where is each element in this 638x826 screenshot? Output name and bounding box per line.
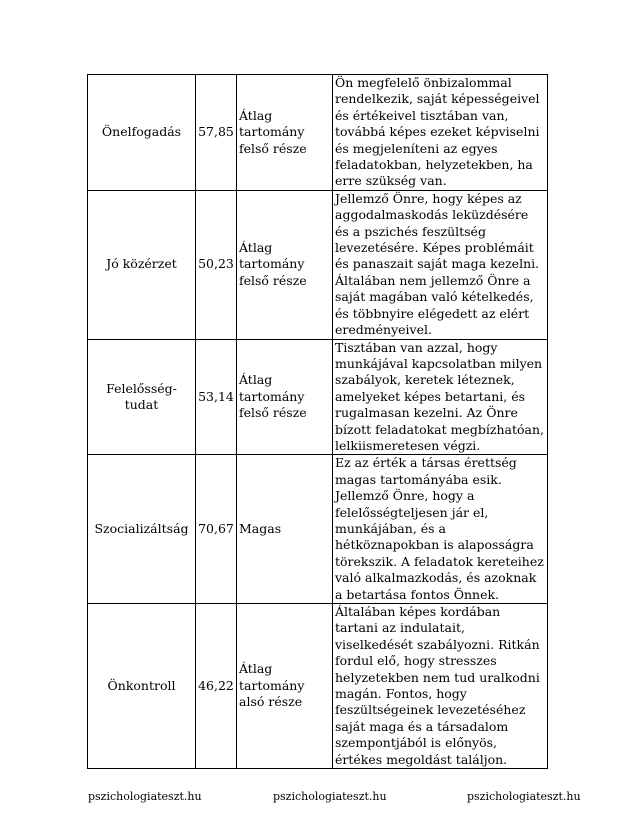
scale-description: Általában képes kordában tartani az indulatait, viselkedését szabályozni. Ritkán fordul elő, hogy stresszes helyzetekben nem tud uralkodni magán. Fontos, hogy feszültségeinek levezetéséhez saját maga és a társadalom szempontjából is előnyös, értékes megoldást találjon. (333, 604, 548, 769)
scale-score: 57,85 (196, 75, 237, 191)
footer-link-center[interactable]: pszichologiateszt.hu (273, 790, 387, 803)
scale-level: Magas (237, 455, 333, 604)
table-row (88, 75, 548, 191)
footer-link-right[interactable]: pszichologiateszt.hu (467, 790, 581, 803)
scale-level: Átlag tartomány felső része (237, 339, 333, 455)
scale-name: Önelfogadás (88, 75, 196, 191)
scale-name: Szocializáltság (88, 455, 196, 604)
scale-level: Átlag tartomány felső része (237, 75, 333, 191)
scale-name: Felelősség-tudat (88, 339, 196, 455)
scale-score: 70,67 (196, 455, 237, 604)
table-row (88, 339, 548, 455)
table-row (88, 190, 548, 339)
scale-score: 50,23 (196, 190, 237, 339)
scale-score: 46,22 (196, 604, 237, 769)
scale-description: Ön megfelelő önbizalommal rendelkezik, saját képességeivel és értékeivel tisztában van, továbbá képes ezeket képviselni és megjeleníteni az egyes feladatokban, helyzetekben, ha erre szükség van. (333, 75, 548, 191)
table-row (88, 455, 548, 604)
scale-name: Jó közérzet (88, 190, 196, 339)
scale-description: Ez az érték a társas érettség magas tartományába esik. Jellemző Önre, hogy a felelősségteljesen jár el, munkájában, és a hétköznapokban is alaposságra törekszik. A feladatok kereteihez való alkalmazkodás, és azoknak a betartása fontos Önnek. (333, 455, 548, 604)
scale-level: Átlag tartomány alsó része (237, 604, 333, 769)
table-row (88, 604, 548, 769)
footer-link-left[interactable]: pszichologiateszt.hu (88, 790, 202, 803)
scale-description: Tisztában van azzal, hogy munkájával kapcsolatban milyen szabályok, keretek léteznek, amelyeket képes betartani, és rugalmasan kezelni. Az Önre bízott feladatokat megbízhatóan, lelkiismeretesen végzi. (333, 339, 548, 455)
scale-score: 53,14 (196, 339, 237, 455)
scale-description: Jellemző Önre, hogy képes az aggodalmaskodás leküzdésére és a pszichés feszültség levezetésére. Képes problémáit és panaszait saját maga kezelni. Általában nem jellemző Önre a saját magában való kételkedés, és többnyire elégedett az elért eredményeivel. (333, 190, 548, 339)
results-table (87, 74, 548, 769)
scale-level: Átlag tartomány felső része (237, 190, 333, 339)
scale-name: Önkontroll (88, 604, 196, 769)
